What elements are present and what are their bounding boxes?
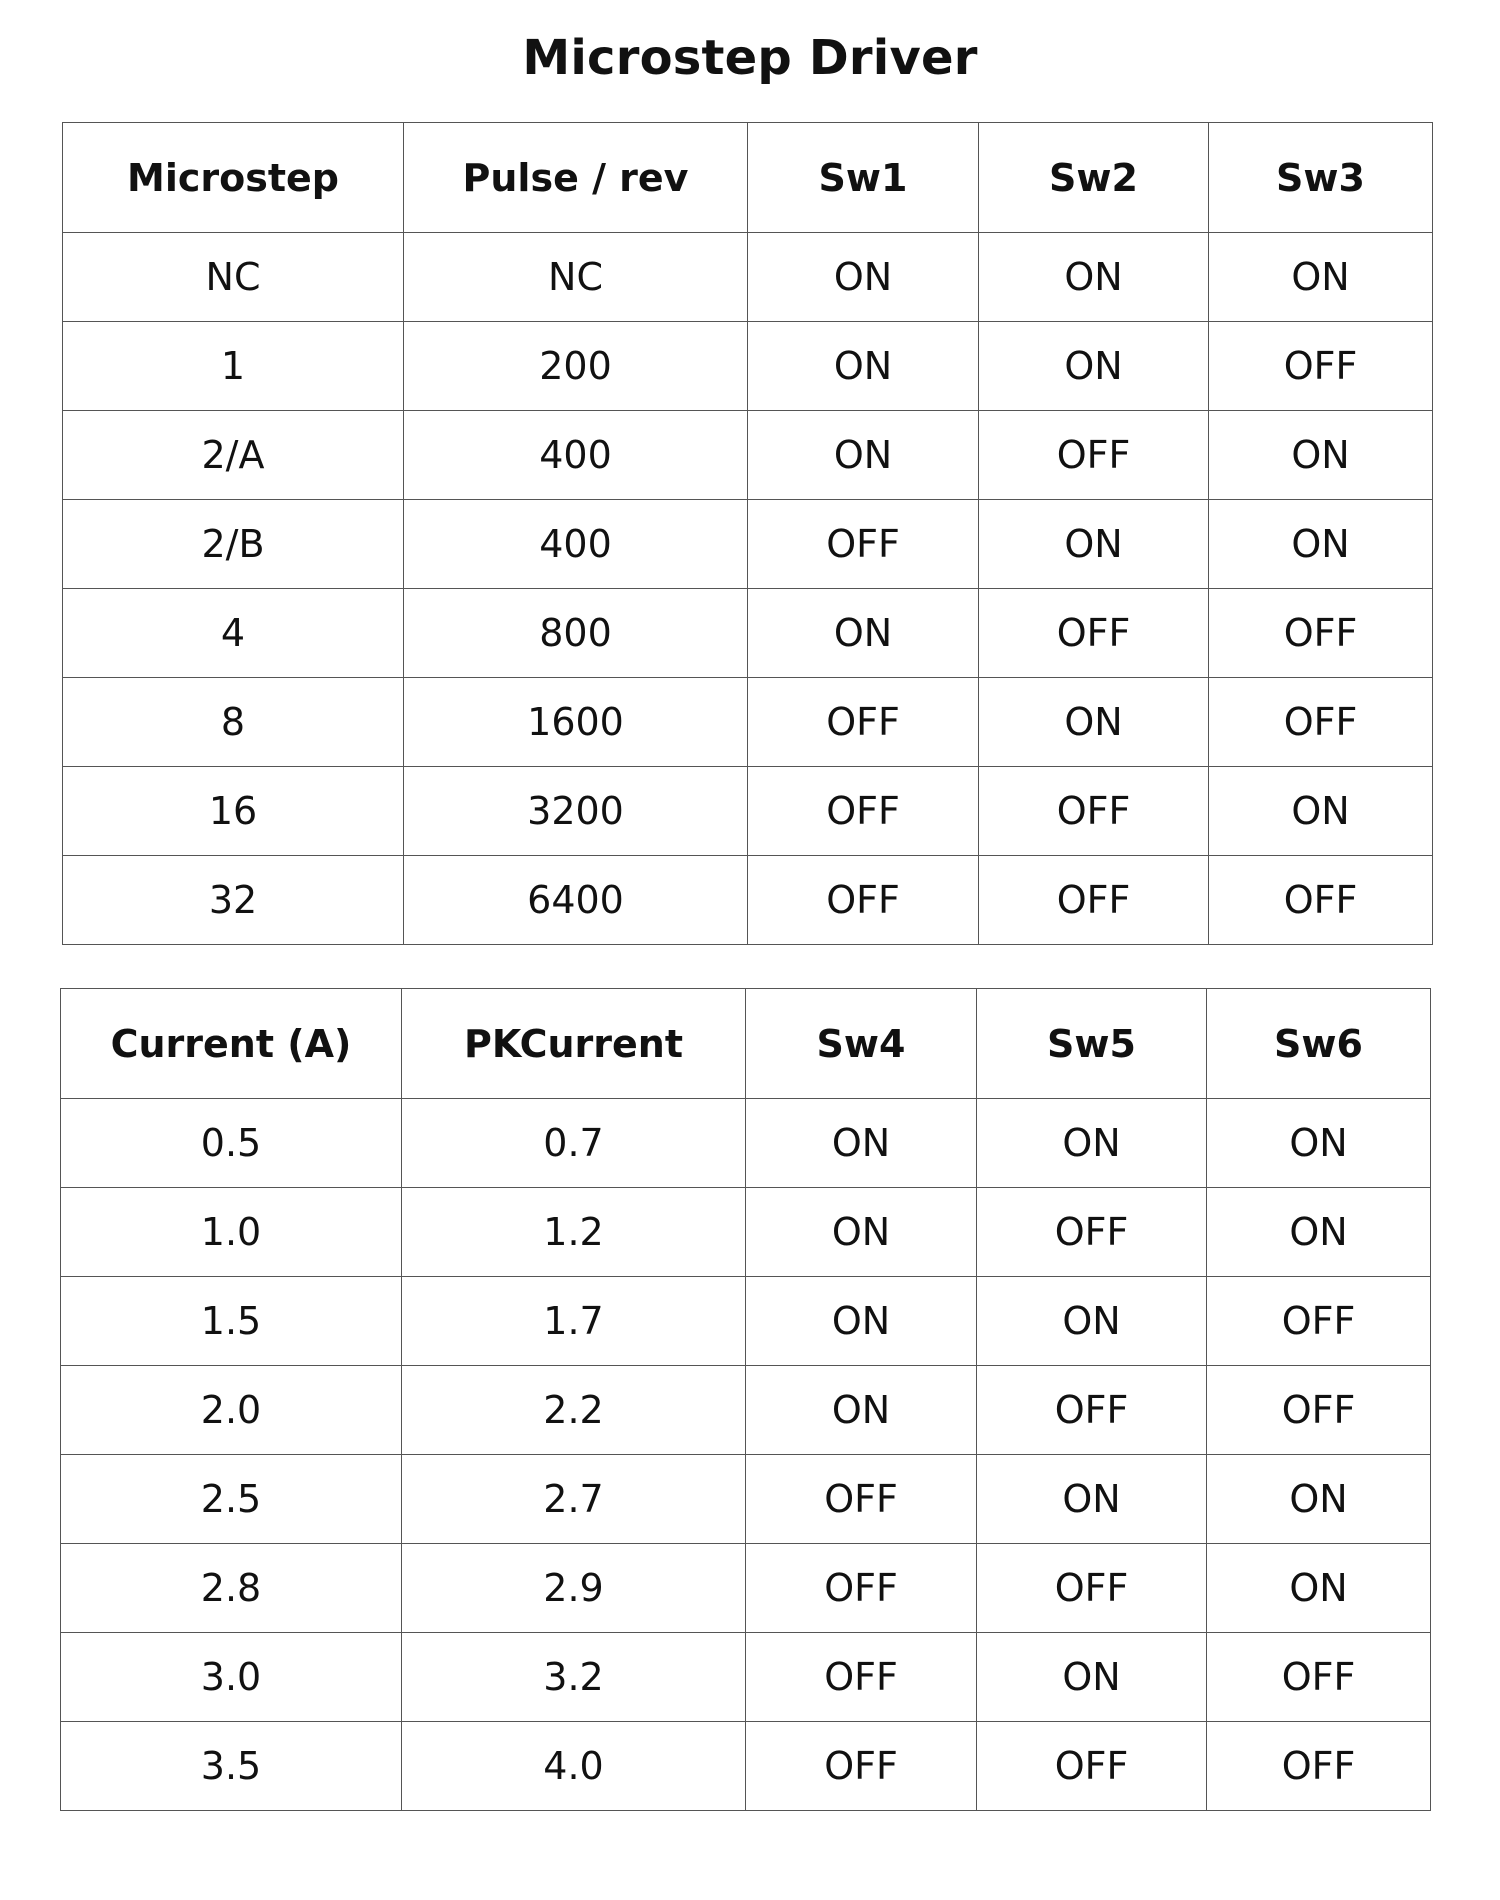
table-cell: 3200 xyxy=(404,767,748,856)
table-cell: 200 xyxy=(404,322,748,411)
table-cell: ON xyxy=(748,233,979,322)
table-cell: 2/B xyxy=(63,500,404,589)
table-cell: OFF xyxy=(746,1633,977,1722)
table-cell: 400 xyxy=(404,500,748,589)
table-cell: 3.5 xyxy=(61,1722,402,1811)
table-cell: ON xyxy=(977,1277,1207,1366)
column-header: Sw6 xyxy=(1207,989,1431,1099)
column-header: PKCurrent xyxy=(402,989,746,1099)
table-row xyxy=(61,1188,1431,1277)
table-cell: OFF xyxy=(979,589,1209,678)
table-row xyxy=(63,767,1433,856)
table-cell: ON xyxy=(977,1455,1207,1544)
table-row xyxy=(63,500,1433,589)
microstep-table xyxy=(62,122,1433,945)
table-cell: OFF xyxy=(748,767,979,856)
table-row xyxy=(63,589,1433,678)
table-cell: ON xyxy=(746,1188,977,1277)
table-cell: 6400 xyxy=(404,856,748,945)
table-cell: ON xyxy=(977,1099,1207,1188)
header-row xyxy=(63,123,1433,233)
table-cell: OFF xyxy=(1209,856,1433,945)
table-cell: ON xyxy=(746,1099,977,1188)
table-cell: OFF xyxy=(748,678,979,767)
page-title: Microstep Driver xyxy=(522,30,978,86)
table-row xyxy=(61,1544,1431,1633)
table-cell: OFF xyxy=(746,1544,977,1633)
table-cell: 2.9 xyxy=(402,1544,746,1633)
table-cell: NC xyxy=(404,233,748,322)
table-cell: 3.2 xyxy=(402,1633,746,1722)
table-cell: 1600 xyxy=(404,678,748,767)
table-cell: ON xyxy=(1207,1544,1431,1633)
table-cell: 2/A xyxy=(63,411,404,500)
table-cell: OFF xyxy=(1207,1366,1431,1455)
column-header: Sw2 xyxy=(979,123,1209,233)
table-cell: 1.7 xyxy=(402,1277,746,1366)
table-cell: OFF xyxy=(746,1722,977,1811)
table-cell: ON xyxy=(1207,1455,1431,1544)
table-cell: ON xyxy=(748,411,979,500)
table-cell: ON xyxy=(748,589,979,678)
table-cell: ON xyxy=(979,500,1209,589)
table-cell: 2.5 xyxy=(61,1455,402,1544)
table-cell: OFF xyxy=(977,1544,1207,1633)
table-cell: OFF xyxy=(1209,322,1433,411)
table-cell: ON xyxy=(746,1366,977,1455)
table-cell: 1 xyxy=(63,322,404,411)
table-cell: ON xyxy=(1209,500,1433,589)
table-cell: OFF xyxy=(979,767,1209,856)
table-cell: ON xyxy=(746,1277,977,1366)
table-row xyxy=(61,1633,1431,1722)
table-row xyxy=(63,233,1433,322)
table-cell: ON xyxy=(1209,767,1433,856)
column-header: Microstep xyxy=(63,123,404,233)
table-row xyxy=(63,411,1433,500)
table-cell: OFF xyxy=(748,500,979,589)
table-cell: OFF xyxy=(979,856,1209,945)
table-cell: OFF xyxy=(979,411,1209,500)
table-cell: ON xyxy=(1207,1099,1431,1188)
table-cell: NC xyxy=(63,233,404,322)
table-cell: ON xyxy=(1209,411,1433,500)
table-cell: 2.7 xyxy=(402,1455,746,1544)
table-row xyxy=(61,1099,1431,1188)
table-cell: 400 xyxy=(404,411,748,500)
header-row xyxy=(61,989,1431,1099)
table-cell: 32 xyxy=(63,856,404,945)
table-cell: 2.2 xyxy=(402,1366,746,1455)
table-cell: 3.0 xyxy=(61,1633,402,1722)
column-header: Current (A) xyxy=(61,989,402,1099)
table-cell: ON xyxy=(1207,1188,1431,1277)
column-header: Sw5 xyxy=(977,989,1207,1099)
table-cell: OFF xyxy=(1209,678,1433,767)
current-table xyxy=(60,988,1431,1811)
table-cell: 4 xyxy=(63,589,404,678)
table-cell: OFF xyxy=(748,856,979,945)
table-cell: 8 xyxy=(63,678,404,767)
table-row xyxy=(61,1277,1431,1366)
table-row xyxy=(63,856,1433,945)
table-cell: OFF xyxy=(1207,1277,1431,1366)
column-header: Sw1 xyxy=(748,123,979,233)
table-cell: 1.2 xyxy=(402,1188,746,1277)
table-cell: OFF xyxy=(977,1188,1207,1277)
table-cell: ON xyxy=(979,678,1209,767)
column-header: Sw4 xyxy=(746,989,977,1099)
column-header: Sw3 xyxy=(1209,123,1433,233)
table-cell: OFF xyxy=(1209,589,1433,678)
table-cell: OFF xyxy=(746,1455,977,1544)
table-row xyxy=(63,322,1433,411)
table-cell: ON xyxy=(748,322,979,411)
table-cell: OFF xyxy=(977,1722,1207,1811)
table-cell: OFF xyxy=(977,1366,1207,1455)
table-cell: 1.5 xyxy=(61,1277,402,1366)
table-cell: 4.0 xyxy=(402,1722,746,1811)
table-row xyxy=(61,1455,1431,1544)
table-cell: ON xyxy=(977,1633,1207,1722)
table-cell: ON xyxy=(979,322,1209,411)
table-cell: OFF xyxy=(1207,1633,1431,1722)
table-cell: OFF xyxy=(1207,1722,1431,1811)
table-cell: 800 xyxy=(404,589,748,678)
table-cell: 2.0 xyxy=(61,1366,402,1455)
table-row xyxy=(61,1366,1431,1455)
table-cell: ON xyxy=(1209,233,1433,322)
table-row xyxy=(61,1722,1431,1811)
table-cell: 0.5 xyxy=(61,1099,402,1188)
table-cell: 0.7 xyxy=(402,1099,746,1188)
table-cell: 16 xyxy=(63,767,404,856)
table-cell: 2.8 xyxy=(61,1544,402,1633)
table-cell: ON xyxy=(979,233,1209,322)
table-row xyxy=(63,678,1433,767)
column-header: Pulse / rev xyxy=(404,123,748,233)
table-cell: 1.0 xyxy=(61,1188,402,1277)
